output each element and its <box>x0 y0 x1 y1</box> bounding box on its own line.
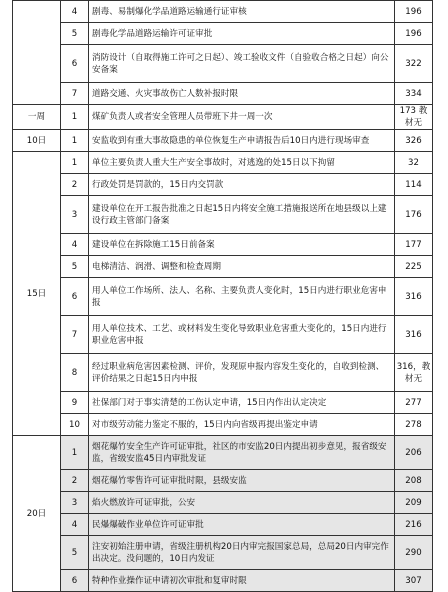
period-cell: 20日 <box>13 436 61 592</box>
page-reference-cell: 334 <box>395 83 433 105</box>
item-number-cell: 3 <box>61 196 89 234</box>
content-cell: 用人单位技术、工艺、或材料发生变化导致职业危害重大变化的，15日内进行职业危害申报 <box>89 316 395 354</box>
page-reference-cell: 307 <box>395 570 433 592</box>
table-row <box>13 536 433 570</box>
period-cell: 10日 <box>13 130 61 152</box>
item-number-cell: 4 <box>61 514 89 536</box>
page-reference-cell: 209 <box>395 492 433 514</box>
content-cell: 焰火燃放许可证审批，公安 <box>89 492 395 514</box>
item-number-cell: 4 <box>61 234 89 256</box>
page-reference-cell: 278 <box>395 414 433 436</box>
content-cell: 电梯清洁、润滑、调整和检查周期 <box>89 256 395 278</box>
page-reference-cell: 316，教材无 <box>395 354 433 392</box>
content-cell: 建设单位在拆除施工15日前备案 <box>89 234 395 256</box>
content-cell: 消防设计（自取得施工许可之日起）、竣工验收文件（自验收合格之日起）向公安备案 <box>89 45 395 83</box>
content-cell: 道路交通、火灾事故伤亡人数补报时限 <box>89 83 395 105</box>
page-reference-cell: 196 <box>395 23 433 45</box>
page-reference-cell: 277 <box>395 392 433 414</box>
content-cell: 民爆爆破作业单位许可证审批 <box>89 514 395 536</box>
content-cell: 社保部门对于事实清楚的工伤认定申请，15日内作出认定决定 <box>89 392 395 414</box>
content-cell: 烟花爆竹零售许可证审批时限，县级安监 <box>89 470 395 492</box>
content-cell: 剧毒、易制爆化学品道路运输通行证审核 <box>89 1 395 23</box>
table-row <box>13 256 433 278</box>
table-row <box>13 436 433 470</box>
table-row <box>13 354 433 392</box>
page-reference-cell: 196 <box>395 1 433 23</box>
page-reference-cell: 32 <box>395 152 433 174</box>
table-row <box>13 492 433 514</box>
item-number-cell: 3 <box>61 492 89 514</box>
content-cell: 建设单位在开工报告批准之日起15日内将安全施工措施报送所在地县级以上建设行政主管部门备案 <box>89 196 395 234</box>
page-reference-cell: 173 教材无 <box>395 105 433 130</box>
content-cell: 煤矿负责人或者安全管理人员带班下井一周一次 <box>89 105 395 130</box>
content-cell: 单位主要负责人重大生产安全事故时，对逃逸的处15日以下拘留 <box>89 152 395 174</box>
table-row <box>13 414 433 436</box>
table-row <box>13 278 433 316</box>
period-cell: 15日 <box>13 152 61 436</box>
item-number-cell: 4 <box>61 1 89 23</box>
page-reference-cell: 316 <box>395 278 433 316</box>
page-reference-cell: 316 <box>395 316 433 354</box>
item-number-cell: 1 <box>61 130 89 152</box>
table-row <box>13 1 433 23</box>
item-number-cell: 10 <box>61 414 89 436</box>
content-cell: 对市级劳动能力鉴定不服的，15日内向省级再提出鉴定申请 <box>89 414 395 436</box>
table-row <box>13 23 433 45</box>
period-cell: 一周 <box>13 105 61 130</box>
item-number-cell: 7 <box>61 83 89 105</box>
table-row <box>13 196 433 234</box>
item-number-cell: 5 <box>61 536 89 570</box>
content-cell: 烟花爆竹安全生产许可证审批，社区的市安监20日内提出初步意见，报省级安监，省级安监45日内审批发证 <box>89 436 395 470</box>
page-reference-cell: 322 <box>395 45 433 83</box>
table-row <box>13 570 433 592</box>
table-row <box>13 392 433 414</box>
item-number-cell: 5 <box>61 23 89 45</box>
period-cell <box>13 1 61 105</box>
content-cell: 经过职业病危害因素检测、评价，发现原申报内容发生变化的，自收到检测、评价结果之日起15日内申报 <box>89 354 395 392</box>
table-row <box>13 316 433 354</box>
page-reference-cell: 114 <box>395 174 433 196</box>
table-row <box>13 152 433 174</box>
table-row <box>13 174 433 196</box>
item-number-cell: 1 <box>61 152 89 174</box>
item-number-cell: 1 <box>61 436 89 470</box>
page-reference-cell: 206 <box>395 436 433 470</box>
table-row <box>13 470 433 492</box>
item-number-cell: 2 <box>61 174 89 196</box>
content-cell: 用人单位工作场所、法人、名称、主要负责人变化时，15日内进行职业危害申报 <box>89 278 395 316</box>
content-cell: 安监收到有重大事故隐患的单位恢复生产申请报告后10日内进行现场审查 <box>89 130 395 152</box>
item-number-cell: 1 <box>61 105 89 130</box>
item-number-cell: 6 <box>61 278 89 316</box>
page-reference-cell: 225 <box>395 256 433 278</box>
page-reference-cell: 177 <box>395 234 433 256</box>
table-row <box>13 83 433 105</box>
item-number-cell: 6 <box>61 45 89 83</box>
content-cell: 特种作业操作证申请初次审批和复审时限 <box>89 570 395 592</box>
page-reference-cell: 176 <box>395 196 433 234</box>
content-cell: 行政处罚是罚款的，15日内交罚款 <box>89 174 395 196</box>
item-number-cell: 2 <box>61 470 89 492</box>
time-limit-table <box>12 0 433 592</box>
page-reference-cell: 290 <box>395 536 433 570</box>
content-cell: 注安初始注册申请，省级注册机构20日内审完报国家总局，总局20日内审完作出决定。没问题的，10日内发证 <box>89 536 395 570</box>
item-number-cell: 5 <box>61 256 89 278</box>
table-row <box>13 130 433 152</box>
item-number-cell: 7 <box>61 316 89 354</box>
item-number-cell: 6 <box>61 570 89 592</box>
page-reference-cell: 216 <box>395 514 433 536</box>
page-reference-cell: 326 <box>395 130 433 152</box>
table-row <box>13 105 433 130</box>
table-row <box>13 234 433 256</box>
item-number-cell: 8 <box>61 354 89 392</box>
item-number-cell: 9 <box>61 392 89 414</box>
table-row <box>13 45 433 83</box>
content-cell: 剧毒化学品道路运输许可证审批 <box>89 23 395 45</box>
document-page <box>12 0 432 592</box>
table-row <box>13 514 433 536</box>
table-body <box>13 1 433 592</box>
page-reference-cell: 208 <box>395 470 433 492</box>
